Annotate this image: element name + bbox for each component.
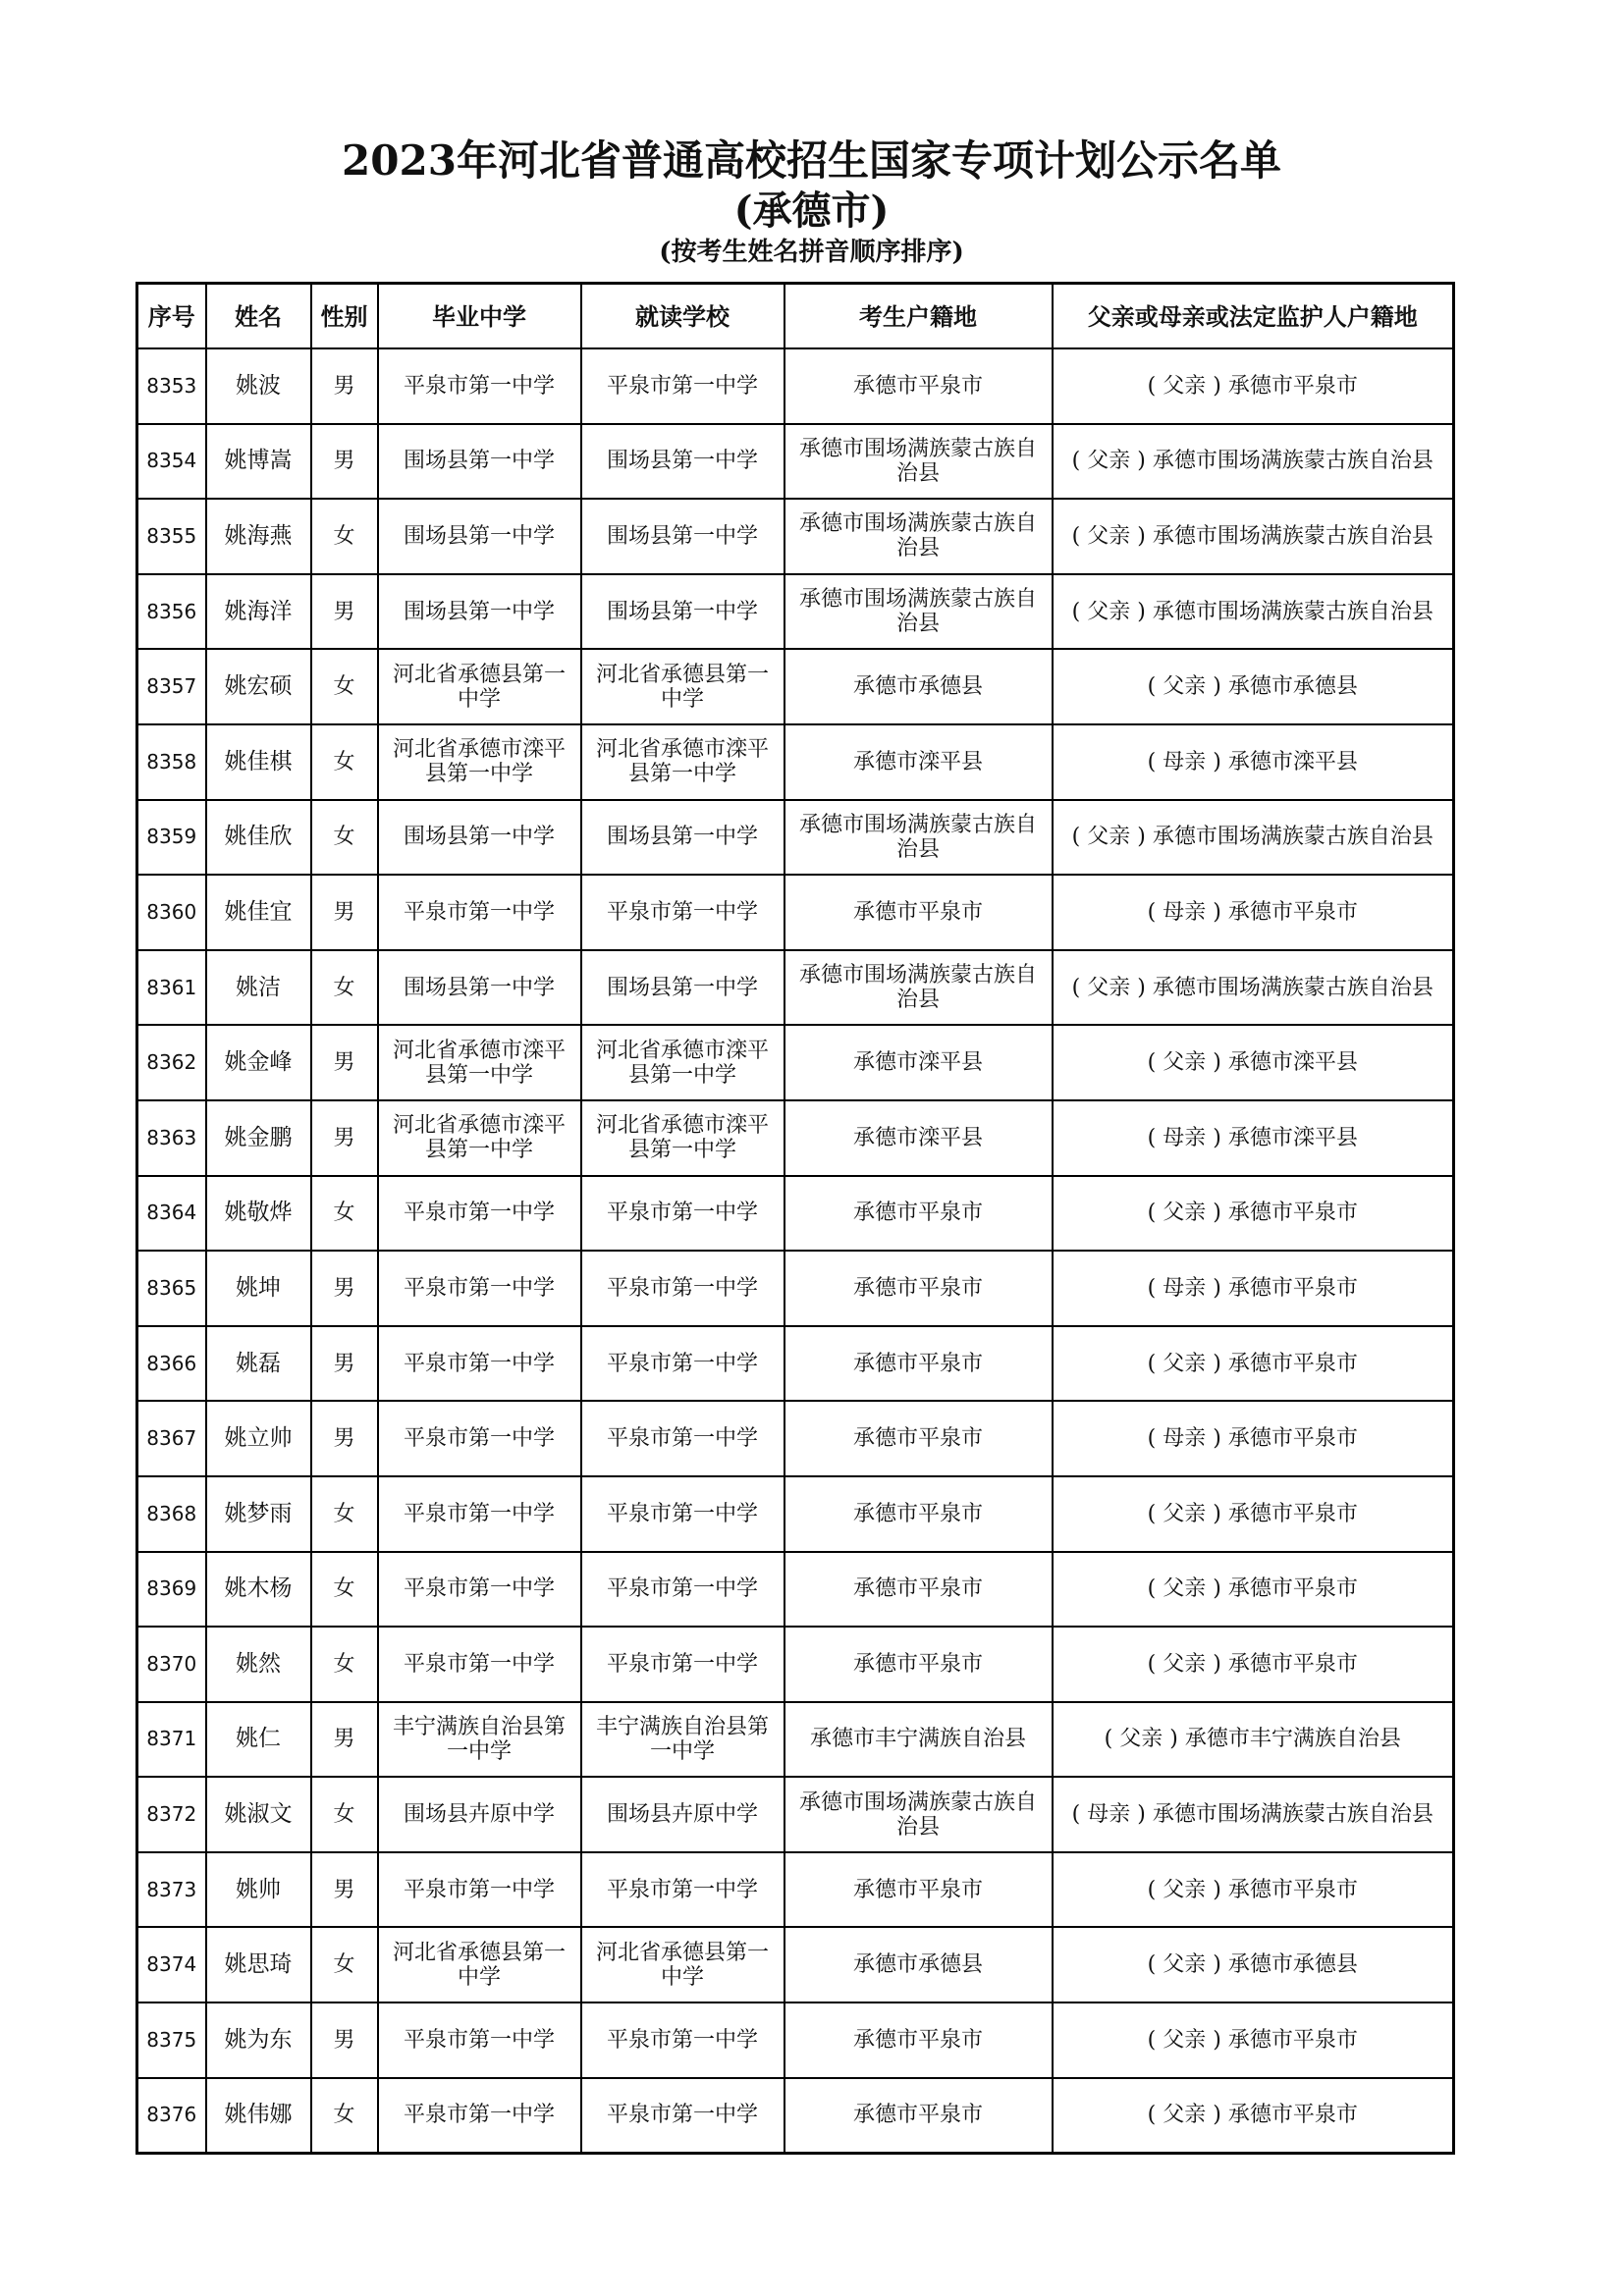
cell-gender: 女 bbox=[311, 724, 378, 800]
cell-graduation-school: 平泉市第一中学 bbox=[378, 2078, 581, 2154]
table-row bbox=[137, 424, 1454, 500]
cell-name: 姚佳宜 bbox=[206, 875, 311, 950]
cell-current-school: 围场县卉原中学 bbox=[581, 1777, 784, 1852]
col-header-current-school: 就读学校 bbox=[581, 284, 784, 349]
cell-current-school: 平泉市第一中学 bbox=[581, 1251, 784, 1326]
cell-guardian-residence: ( 父亲 ) 承德市围场满族蒙古族自治县 bbox=[1053, 950, 1454, 1026]
cell-current-school: 河北省承德市滦平县第一中学 bbox=[581, 1025, 784, 1100]
cell-name: 姚磊 bbox=[206, 1326, 311, 1402]
cell-graduation-school: 平泉市第一中学 bbox=[378, 1552, 581, 1628]
table-row bbox=[137, 1627, 1454, 1702]
cell-graduation-school: 平泉市第一中学 bbox=[378, 1401, 581, 1476]
table-row bbox=[137, 1702, 1454, 1778]
cell-gender: 女 bbox=[311, 1176, 378, 1252]
col-header-graduation-school: 毕业中学 bbox=[378, 284, 581, 349]
cell-name: 姚伟娜 bbox=[206, 2078, 311, 2154]
cell-graduation-school: 平泉市第一中学 bbox=[378, 1251, 581, 1326]
cell-guardian-residence: ( 母亲 ) 承德市平泉市 bbox=[1053, 1251, 1454, 1326]
cell-graduation-school: 河北省承德市滦平县第一中学 bbox=[378, 1100, 581, 1176]
cell-name: 姚立帅 bbox=[206, 1401, 311, 1476]
cell-current-school: 围场县第一中学 bbox=[581, 800, 784, 876]
cell-student-residence: 承德市围场满族蒙古族自治县 bbox=[784, 800, 1053, 876]
cell-guardian-residence: ( 母亲 ) 承德市滦平县 bbox=[1053, 1100, 1454, 1176]
cell-guardian-residence: ( 母亲 ) 承德市平泉市 bbox=[1053, 1401, 1454, 1476]
cell-name: 姚金峰 bbox=[206, 1025, 311, 1100]
sort-note: (按考生姓名拼音顺序排序) bbox=[659, 238, 964, 267]
cell-name: 姚波 bbox=[206, 348, 311, 424]
cell-seq: 8365 bbox=[137, 1251, 206, 1326]
cell-name: 姚仁 bbox=[206, 1702, 311, 1778]
cell-student-residence: 承德市承德县 bbox=[784, 1927, 1053, 2002]
cell-current-school: 围场县第一中学 bbox=[581, 499, 784, 574]
cell-student-residence: 承德市平泉市 bbox=[784, 2002, 1053, 2078]
cell-gender: 女 bbox=[311, 649, 378, 724]
cell-gender: 女 bbox=[311, 1927, 378, 2002]
cell-guardian-residence: ( 父亲 ) 承德市围场满族蒙古族自治县 bbox=[1053, 574, 1454, 650]
cell-guardian-residence: ( 父亲 ) 承德市丰宁满族自治县 bbox=[1053, 1702, 1454, 1778]
cell-seq: 8355 bbox=[137, 499, 206, 574]
roster-table bbox=[135, 282, 1455, 2155]
table-row bbox=[137, 649, 1454, 724]
table-row bbox=[137, 875, 1454, 950]
cell-guardian-residence: ( 父亲 ) 承德市围场满族蒙古族自治县 bbox=[1053, 424, 1454, 500]
cell-seq: 8363 bbox=[137, 1100, 206, 1176]
cell-student-residence: 承德市围场满族蒙古族自治县 bbox=[784, 1777, 1053, 1852]
cell-graduation-school: 围场县第一中学 bbox=[378, 800, 581, 876]
cell-graduation-school: 平泉市第一中学 bbox=[378, 348, 581, 424]
cell-guardian-residence: ( 母亲 ) 承德市围场满族蒙古族自治县 bbox=[1053, 1777, 1454, 1852]
cell-name: 姚佳棋 bbox=[206, 724, 311, 800]
cell-guardian-residence: ( 父亲 ) 承德市承德县 bbox=[1053, 1927, 1454, 2002]
cell-gender: 男 bbox=[311, 574, 378, 650]
cell-student-residence: 承德市丰宁满族自治县 bbox=[784, 1702, 1053, 1778]
cell-current-school: 丰宁满族自治县第一中学 bbox=[581, 1702, 784, 1778]
col-header-seq: 序号 bbox=[137, 284, 206, 349]
table-row bbox=[137, 2078, 1454, 2154]
cell-seq: 8372 bbox=[137, 1777, 206, 1852]
cell-seq: 8373 bbox=[137, 1852, 206, 1928]
cell-current-school: 平泉市第一中学 bbox=[581, 1552, 784, 1628]
cell-gender: 男 bbox=[311, 1852, 378, 1928]
cell-graduation-school: 平泉市第一中学 bbox=[378, 1476, 581, 1552]
cell-name: 姚海洋 bbox=[206, 574, 311, 650]
table-row bbox=[137, 1326, 1454, 1402]
cell-student-residence: 承德市平泉市 bbox=[784, 1852, 1053, 1928]
cell-current-school: 河北省承德市滦平县第一中学 bbox=[581, 724, 784, 800]
cell-current-school: 平泉市第一中学 bbox=[581, 1852, 784, 1928]
cell-student-residence: 承德市平泉市 bbox=[784, 1176, 1053, 1252]
cell-gender: 男 bbox=[311, 1401, 378, 1476]
cell-student-residence: 承德市滦平县 bbox=[784, 1025, 1053, 1100]
cell-guardian-residence: ( 父亲 ) 承德市围场满族蒙古族自治县 bbox=[1053, 800, 1454, 876]
cell-seq: 8374 bbox=[137, 1927, 206, 2002]
cell-graduation-school: 围场县第一中学 bbox=[378, 499, 581, 574]
cell-current-school: 平泉市第一中学 bbox=[581, 348, 784, 424]
cell-student-residence: 承德市平泉市 bbox=[784, 1251, 1053, 1326]
cell-current-school: 平泉市第一中学 bbox=[581, 1476, 784, 1552]
cell-current-school: 围场县第一中学 bbox=[581, 574, 784, 650]
cell-graduation-school: 围场县第一中学 bbox=[378, 574, 581, 650]
cell-seq: 8358 bbox=[137, 724, 206, 800]
cell-seq: 8353 bbox=[137, 348, 206, 424]
cell-student-residence: 承德市平泉市 bbox=[784, 2078, 1053, 2154]
cell-name: 姚梦雨 bbox=[206, 1476, 311, 1552]
cell-student-residence: 承德市围场满族蒙古族自治县 bbox=[784, 574, 1053, 650]
cell-student-residence: 承德市平泉市 bbox=[784, 1401, 1053, 1476]
cell-gender: 女 bbox=[311, 1777, 378, 1852]
table-row bbox=[137, 950, 1454, 1026]
cell-graduation-school: 平泉市第一中学 bbox=[378, 875, 581, 950]
cell-gender: 男 bbox=[311, 1326, 378, 1402]
cell-name: 姚帅 bbox=[206, 1852, 311, 1928]
cell-guardian-residence: ( 父亲 ) 承德市平泉市 bbox=[1053, 1852, 1454, 1928]
cell-guardian-residence: ( 父亲 ) 承德市平泉市 bbox=[1053, 1627, 1454, 1702]
table-row bbox=[137, 2002, 1454, 2078]
cell-student-residence: 承德市承德县 bbox=[784, 649, 1053, 724]
cell-guardian-residence: ( 母亲 ) 承德市平泉市 bbox=[1053, 875, 1454, 950]
cell-gender: 男 bbox=[311, 1025, 378, 1100]
cell-guardian-residence: ( 父亲 ) 承德市平泉市 bbox=[1053, 348, 1454, 424]
cell-current-school: 平泉市第一中学 bbox=[581, 875, 784, 950]
cell-student-residence: 承德市滦平县 bbox=[784, 1100, 1053, 1176]
cell-gender: 女 bbox=[311, 1627, 378, 1702]
cell-current-school: 河北省承德县第一中学 bbox=[581, 649, 784, 724]
cell-seq: 8354 bbox=[137, 424, 206, 500]
cell-guardian-residence: ( 母亲 ) 承德市滦平县 bbox=[1053, 724, 1454, 800]
cell-graduation-school: 河北省承德县第一中学 bbox=[378, 1927, 581, 2002]
table-row bbox=[137, 574, 1454, 650]
page-subtitle: (承德市) bbox=[733, 187, 890, 234]
cell-name: 姚木杨 bbox=[206, 1552, 311, 1628]
table-row bbox=[137, 1927, 1454, 2002]
cell-seq: 8364 bbox=[137, 1176, 206, 1252]
cell-name: 姚淑文 bbox=[206, 1777, 311, 1852]
cell-guardian-residence: ( 父亲 ) 承德市平泉市 bbox=[1053, 1326, 1454, 1402]
table-row bbox=[137, 1552, 1454, 1628]
cell-guardian-residence: ( 父亲 ) 承德市平泉市 bbox=[1053, 1552, 1454, 1628]
cell-graduation-school: 河北省承德市滦平县第一中学 bbox=[378, 1025, 581, 1100]
table-row bbox=[137, 499, 1454, 574]
cell-current-school: 平泉市第一中学 bbox=[581, 2078, 784, 2154]
cell-seq: 8370 bbox=[137, 1627, 206, 1702]
cell-guardian-residence: ( 父亲 ) 承德市平泉市 bbox=[1053, 1476, 1454, 1552]
cell-graduation-school: 围场县卉原中学 bbox=[378, 1777, 581, 1852]
cell-current-school: 平泉市第一中学 bbox=[581, 1176, 784, 1252]
cell-student-residence: 承德市平泉市 bbox=[784, 875, 1053, 950]
cell-seq: 8362 bbox=[137, 1025, 206, 1100]
cell-name: 姚为东 bbox=[206, 2002, 311, 2078]
cell-graduation-school: 平泉市第一中学 bbox=[378, 1852, 581, 1928]
col-header-name: 姓名 bbox=[206, 284, 311, 349]
cell-name: 姚佳欣 bbox=[206, 800, 311, 876]
cell-current-school: 平泉市第一中学 bbox=[581, 1627, 784, 1702]
cell-seq: 8376 bbox=[137, 2078, 206, 2154]
cell-guardian-residence: ( 父亲 ) 承德市平泉市 bbox=[1053, 2002, 1454, 2078]
cell-seq: 8375 bbox=[137, 2002, 206, 2078]
cell-graduation-school: 河北省承德市滦平县第一中学 bbox=[378, 724, 581, 800]
cell-graduation-school: 平泉市第一中学 bbox=[378, 1176, 581, 1252]
cell-student-residence: 承德市平泉市 bbox=[784, 348, 1053, 424]
cell-name: 姚敬烨 bbox=[206, 1176, 311, 1252]
cell-gender: 男 bbox=[311, 348, 378, 424]
cell-gender: 男 bbox=[311, 424, 378, 500]
cell-student-residence: 承德市平泉市 bbox=[784, 1476, 1053, 1552]
cell-guardian-residence: ( 父亲 ) 承德市围场满族蒙古族自治县 bbox=[1053, 499, 1454, 574]
cell-graduation-school: 平泉市第一中学 bbox=[378, 1326, 581, 1402]
cell-current-school: 围场县第一中学 bbox=[581, 424, 784, 500]
cell-name: 姚博嵩 bbox=[206, 424, 311, 500]
cell-gender: 女 bbox=[311, 2078, 378, 2154]
cell-graduation-school: 围场县第一中学 bbox=[378, 424, 581, 500]
cell-student-residence: 承德市围场满族蒙古族自治县 bbox=[784, 499, 1053, 574]
cell-name: 姚然 bbox=[206, 1627, 311, 1702]
table-row bbox=[137, 1476, 1454, 1552]
cell-seq: 8357 bbox=[137, 649, 206, 724]
cell-name: 姚宏硕 bbox=[206, 649, 311, 724]
cell-gender: 女 bbox=[311, 950, 378, 1026]
cell-name: 姚海燕 bbox=[206, 499, 311, 574]
cell-gender: 男 bbox=[311, 1702, 378, 1778]
cell-seq: 8367 bbox=[137, 1401, 206, 1476]
cell-gender: 男 bbox=[311, 875, 378, 950]
cell-student-residence: 承德市平泉市 bbox=[784, 1552, 1053, 1628]
cell-current-school: 河北省承德县第一中学 bbox=[581, 1927, 784, 2002]
cell-graduation-school: 平泉市第一中学 bbox=[378, 1627, 581, 1702]
table-row bbox=[137, 348, 1454, 424]
table-row bbox=[137, 1401, 1454, 1476]
cell-guardian-residence: ( 父亲 ) 承德市平泉市 bbox=[1053, 1176, 1454, 1252]
cell-graduation-school: 丰宁满族自治县第一中学 bbox=[378, 1702, 581, 1778]
cell-seq: 8369 bbox=[137, 1552, 206, 1628]
cell-gender: 男 bbox=[311, 1100, 378, 1176]
table-row bbox=[137, 1777, 1454, 1852]
cell-student-residence: 承德市平泉市 bbox=[784, 1627, 1053, 1702]
cell-gender: 男 bbox=[311, 1251, 378, 1326]
table-row bbox=[137, 1100, 1454, 1176]
cell-student-residence: 承德市平泉市 bbox=[784, 1326, 1053, 1402]
col-header-gender: 性别 bbox=[311, 284, 378, 349]
cell-gender: 女 bbox=[311, 499, 378, 574]
cell-gender: 女 bbox=[311, 800, 378, 876]
cell-student-residence: 承德市滦平县 bbox=[784, 724, 1053, 800]
table-row bbox=[137, 1176, 1454, 1252]
table-row bbox=[137, 1852, 1454, 1928]
cell-guardian-residence: ( 父亲 ) 承德市滦平县 bbox=[1053, 1025, 1454, 1100]
cell-name: 姚思琦 bbox=[206, 1927, 311, 2002]
cell-student-residence: 承德市围场满族蒙古族自治县 bbox=[784, 424, 1053, 500]
cell-graduation-school: 河北省承德县第一中学 bbox=[378, 649, 581, 724]
cell-graduation-school: 围场县第一中学 bbox=[378, 950, 581, 1026]
cell-seq: 8361 bbox=[137, 950, 206, 1026]
page-title: 2023年河北省普通高校招生国家专项计划公示名单 bbox=[342, 136, 1281, 185]
col-header-student-residence: 考生户籍地 bbox=[784, 284, 1053, 349]
cell-seq: 8371 bbox=[137, 1702, 206, 1778]
cell-student-residence: 承德市围场满族蒙古族自治县 bbox=[784, 950, 1053, 1026]
cell-name: 姚金鹏 bbox=[206, 1100, 311, 1176]
cell-current-school: 平泉市第一中学 bbox=[581, 1401, 784, 1476]
table-header-row bbox=[137, 284, 1454, 349]
cell-seq: 8359 bbox=[137, 800, 206, 876]
cell-gender: 男 bbox=[311, 2002, 378, 2078]
cell-graduation-school: 平泉市第一中学 bbox=[378, 2002, 581, 2078]
cell-name: 姚坤 bbox=[206, 1251, 311, 1326]
cell-current-school: 河北省承德市滦平县第一中学 bbox=[581, 1100, 784, 1176]
cell-seq: 8368 bbox=[137, 1476, 206, 1552]
cell-seq: 8366 bbox=[137, 1326, 206, 1402]
table-row bbox=[137, 1025, 1454, 1100]
cell-name: 姚洁 bbox=[206, 950, 311, 1026]
table-row bbox=[137, 1251, 1454, 1326]
cell-current-school: 平泉市第一中学 bbox=[581, 1326, 784, 1402]
cell-current-school: 围场县第一中学 bbox=[581, 950, 784, 1026]
cell-current-school: 平泉市第一中学 bbox=[581, 2002, 784, 2078]
cell-gender: 女 bbox=[311, 1552, 378, 1628]
cell-gender: 女 bbox=[311, 1476, 378, 1552]
cell-guardian-residence: ( 父亲 ) 承德市承德县 bbox=[1053, 649, 1454, 724]
cell-seq: 8360 bbox=[137, 875, 206, 950]
table-row bbox=[137, 800, 1454, 876]
table-row bbox=[137, 724, 1454, 800]
cell-guardian-residence: ( 父亲 ) 承德市平泉市 bbox=[1053, 2078, 1454, 2154]
cell-seq: 8356 bbox=[137, 574, 206, 650]
col-header-guardian-residence: 父亲或母亲或法定监护人户籍地 bbox=[1053, 284, 1454, 349]
